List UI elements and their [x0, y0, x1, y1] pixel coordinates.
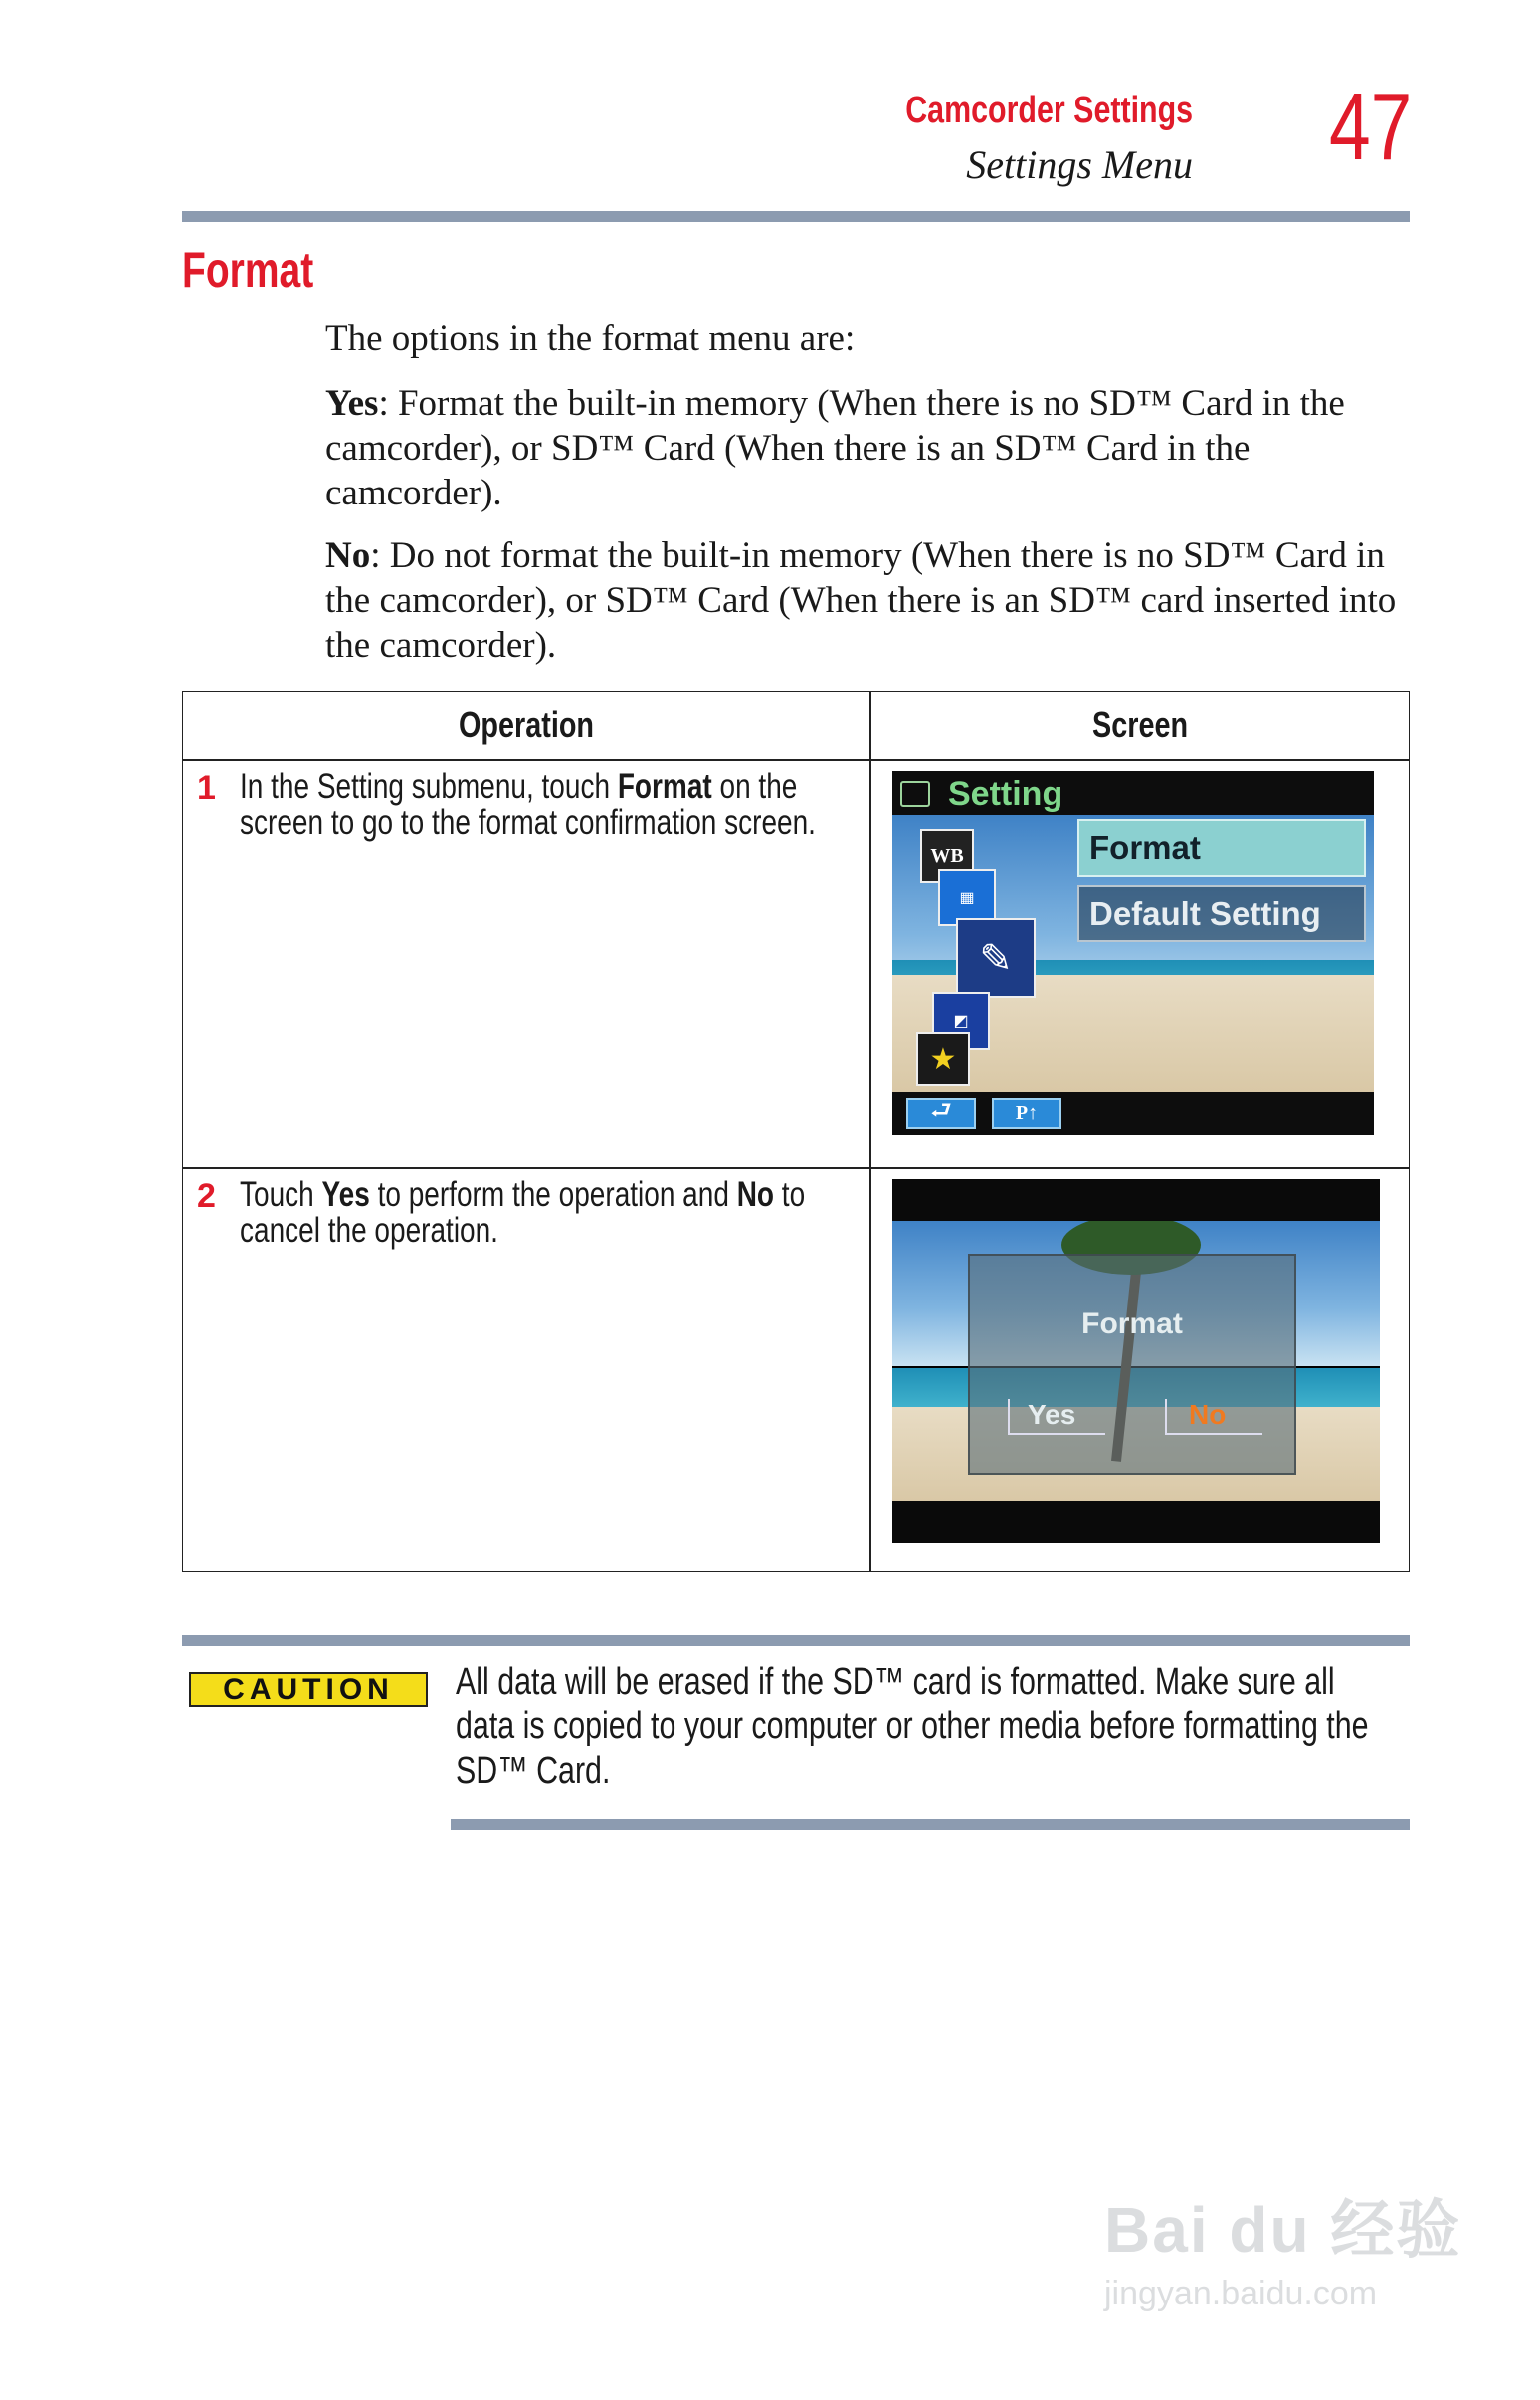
baidu-watermark — [1104, 2179, 1461, 2313]
caution-top-rule — [182, 1635, 1410, 1646]
no-button[interactable]: No — [1165, 1399, 1262, 1435]
page-number: 47 — [1329, 74, 1413, 180]
yes-button[interactable]: Yes — [1008, 1399, 1105, 1435]
column-header-screen: Screen — [1091, 704, 1189, 745]
caution-badge: CAUTION — [189, 1672, 428, 1707]
running-header-section: Camcorder Settings — [905, 90, 1193, 131]
header-row-divider — [183, 759, 1409, 761]
option-no-paragraph — [325, 533, 1410, 668]
caution-bottom-rule — [451, 1819, 1410, 1830]
column-divider — [869, 692, 871, 1571]
caution-text: All data will be erased if the SD™ card is formatted. Make sure all data is copied to your computer or other media before formatting the SD™ Card. — [456, 1661, 1369, 1792]
option-text: : Format the built-in memory (When there is no SD™ Card in the camcorder), or SD™ Card (When there is an SD™ Card in the camcorder). — [325, 383, 1345, 513]
brightness-icon[interactable]: ◩ — [932, 992, 990, 1050]
menu-item-format[interactable]: Format — [1077, 819, 1366, 877]
option-label: Yes — [325, 383, 379, 424]
screen-title: Setting — [948, 775, 1063, 813]
dialog-title: Format — [1081, 1307, 1183, 1340]
operation-table — [182, 691, 1410, 1572]
format-dialog — [968, 1254, 1296, 1475]
wrench-settings-icon[interactable]: ✎ — [956, 918, 1036, 998]
header-rule — [182, 211, 1410, 222]
resolution-icon[interactable]: ▦ — [938, 869, 996, 926]
step-number: 1 — [197, 769, 216, 807]
option-label: No — [325, 535, 371, 576]
section-title: Format — [182, 242, 314, 298]
page-up-button[interactable]: P↑ — [992, 1098, 1061, 1129]
running-header-subsection: Settings Menu — [966, 142, 1193, 187]
step-number: 2 — [197, 1177, 216, 1215]
camera-icon — [900, 781, 930, 807]
step-instruction: In the Setting submenu, touch Format on the screen to go to the format confirmation screen. — [240, 767, 816, 842]
option-text: : Do not format the built-in memory (When there is no SD™ Card in the camcorder), or SD™ Card (When there is an SD™ card inserted into the camcorder). — [325, 535, 1397, 666]
format-confirmation-screenshot — [892, 1179, 1380, 1543]
menu-item-default-setting[interactable]: Default Setting — [1077, 885, 1366, 942]
column-header-operation: Operation — [458, 704, 594, 745]
white-balance-icon[interactable]: WB — [920, 829, 974, 883]
option-yes-paragraph — [325, 381, 1410, 515]
watermark-url: jingyan.baidu.com — [1104, 2275, 1378, 2312]
step-instruction: Touch Yes to perform the operation and No to cancel the operation. — [240, 1175, 806, 1250]
row-divider — [183, 1167, 1409, 1169]
setting-menu-screenshot — [892, 771, 1374, 1135]
intro-paragraph: The options in the format menu are: — [325, 318, 856, 359]
watermark-brand: Bai du 经验 — [1104, 2194, 1462, 2266]
night-mode-icon[interactable]: ★ — [916, 1032, 970, 1086]
back-button-icon[interactable]: ⮐ — [906, 1098, 976, 1129]
